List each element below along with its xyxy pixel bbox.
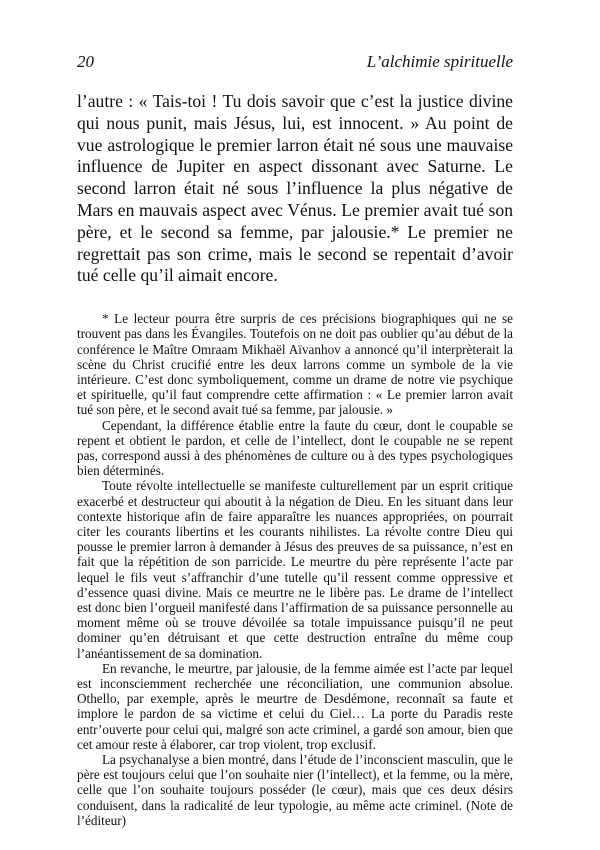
note-paragraph-2: Cependant, la différence établie entre la faute du cœur, dont le coupable se repent et obtient le pardon, et celle de l’intellect, dont le coupable ne se repent pas, correspond aussi à des phénomènes de culture ou à des types psychologiques bien déterminés.: [77, 417, 513, 479]
main-text: [77, 91, 513, 287]
note-paragraph-4: En revanche, le meurtre, par jalousie, de la femme aimée est l’acte par lequel est inconsciemment recherchée une réconciliation, une communion absolue. Othello, par exemple, après le meurtre de Desdémone, reconnaît sa faute et implore le pardon de sa victime et celui du Ciel… La porte du Paradis reste entr’ouverte pour celui qui, malgré son acte criminel, a gardé son amour, bien que cet amour reste à élaborer, car trop violent, trop exclusif.: [77, 660, 513, 752]
book-title: L’alchimie spirituelle: [366, 52, 513, 71]
running-head: [77, 52, 513, 78]
book-page: [77, 52, 513, 828]
editor-note: [77, 311, 513, 828]
note-paragraph-5: La psychanalyse a bien montré, dans l’étude de l’inconscient masculin, que le père est toujours celui que l’on souhaite nier (l’intellect), et la femme, ou la mère, celle que l’on souhaite toujours posséder (le cœur), mais que ces deux désirs conduisent, dans la radicalité de leur typologie, au même acte criminel. (Note de l’éditeur): [77, 752, 513, 828]
note-paragraph-1: * Le lecteur pourra être surpris de ces précisions biographiques qui ne se trouvent pas dans les Évangiles. Toutefois on ne doit pas oublier qu’au début de la conférence le Maître Omraam Mikhaël Aïvanhov a annoncé qu’il interprèterait la scène du Christ crucifié entre les deux larrons comme un symbole de la vie intérieure. C’est donc symboliquement, comme un drame de notre vie psychique et spirituelle, qu’il faut comprendre cette affirmation : « Le premier larron avait tué son père, et le second avait tué sa femme, par jalousie. »: [77, 311, 513, 418]
note-paragraph-3: Toute révolte intellectuelle se manifeste culturellement par un esprit critique exacerbé et destructeur qui aboutit à la négation de Dieu. En les situant dans leur contexte historique afin de faire apparaître les nuances appropriées, on pourrait citer les courants libertins et les courants nihilistes. La révolte contre Dieu qui pousse le premier larron à demander à Jésus des preuves de sa puissance, n’est en fait que la répétition de son parricide. Le meurtre du père représente l’acte par lequel le fils veut s’affranchir d’une tutelle qu’il ressent comme oppressive et d’essence quasi divine. Mais ce meurtre ne le libère pas. Le drame de l’intellect est donc bien l’orgueil manifesté dans l’affirmation de sa puissance personnelle au moment même où se trouve dévoilée sa totale impuissance puisqu’il ne peut dominer qu’en détruisant et que cette destruction entraîne du même coup l’anéantissement de sa domination.: [77, 478, 513, 661]
page-number: 20: [77, 52, 94, 71]
main-paragraph: l’autre : « Tais-toi ! Tu dois savoir que c’est la justice divine qui nous punit, mais Jésus, lui, est innocent. » Au point de vue astrologique le premier larron était né sous une mauvaise influence de Jupiter en aspect dissonant avec Saturne. Le second larron était né sous l’influence la plus négative de Mars en mauvais aspect avec Vénus. Le premier avait tué son père, et le second sa femme, par jalousie.* Le premier ne regrettait pas son crime, mais le second se repentait d’avoir tué celle qu’il aimait encore.: [77, 91, 513, 286]
